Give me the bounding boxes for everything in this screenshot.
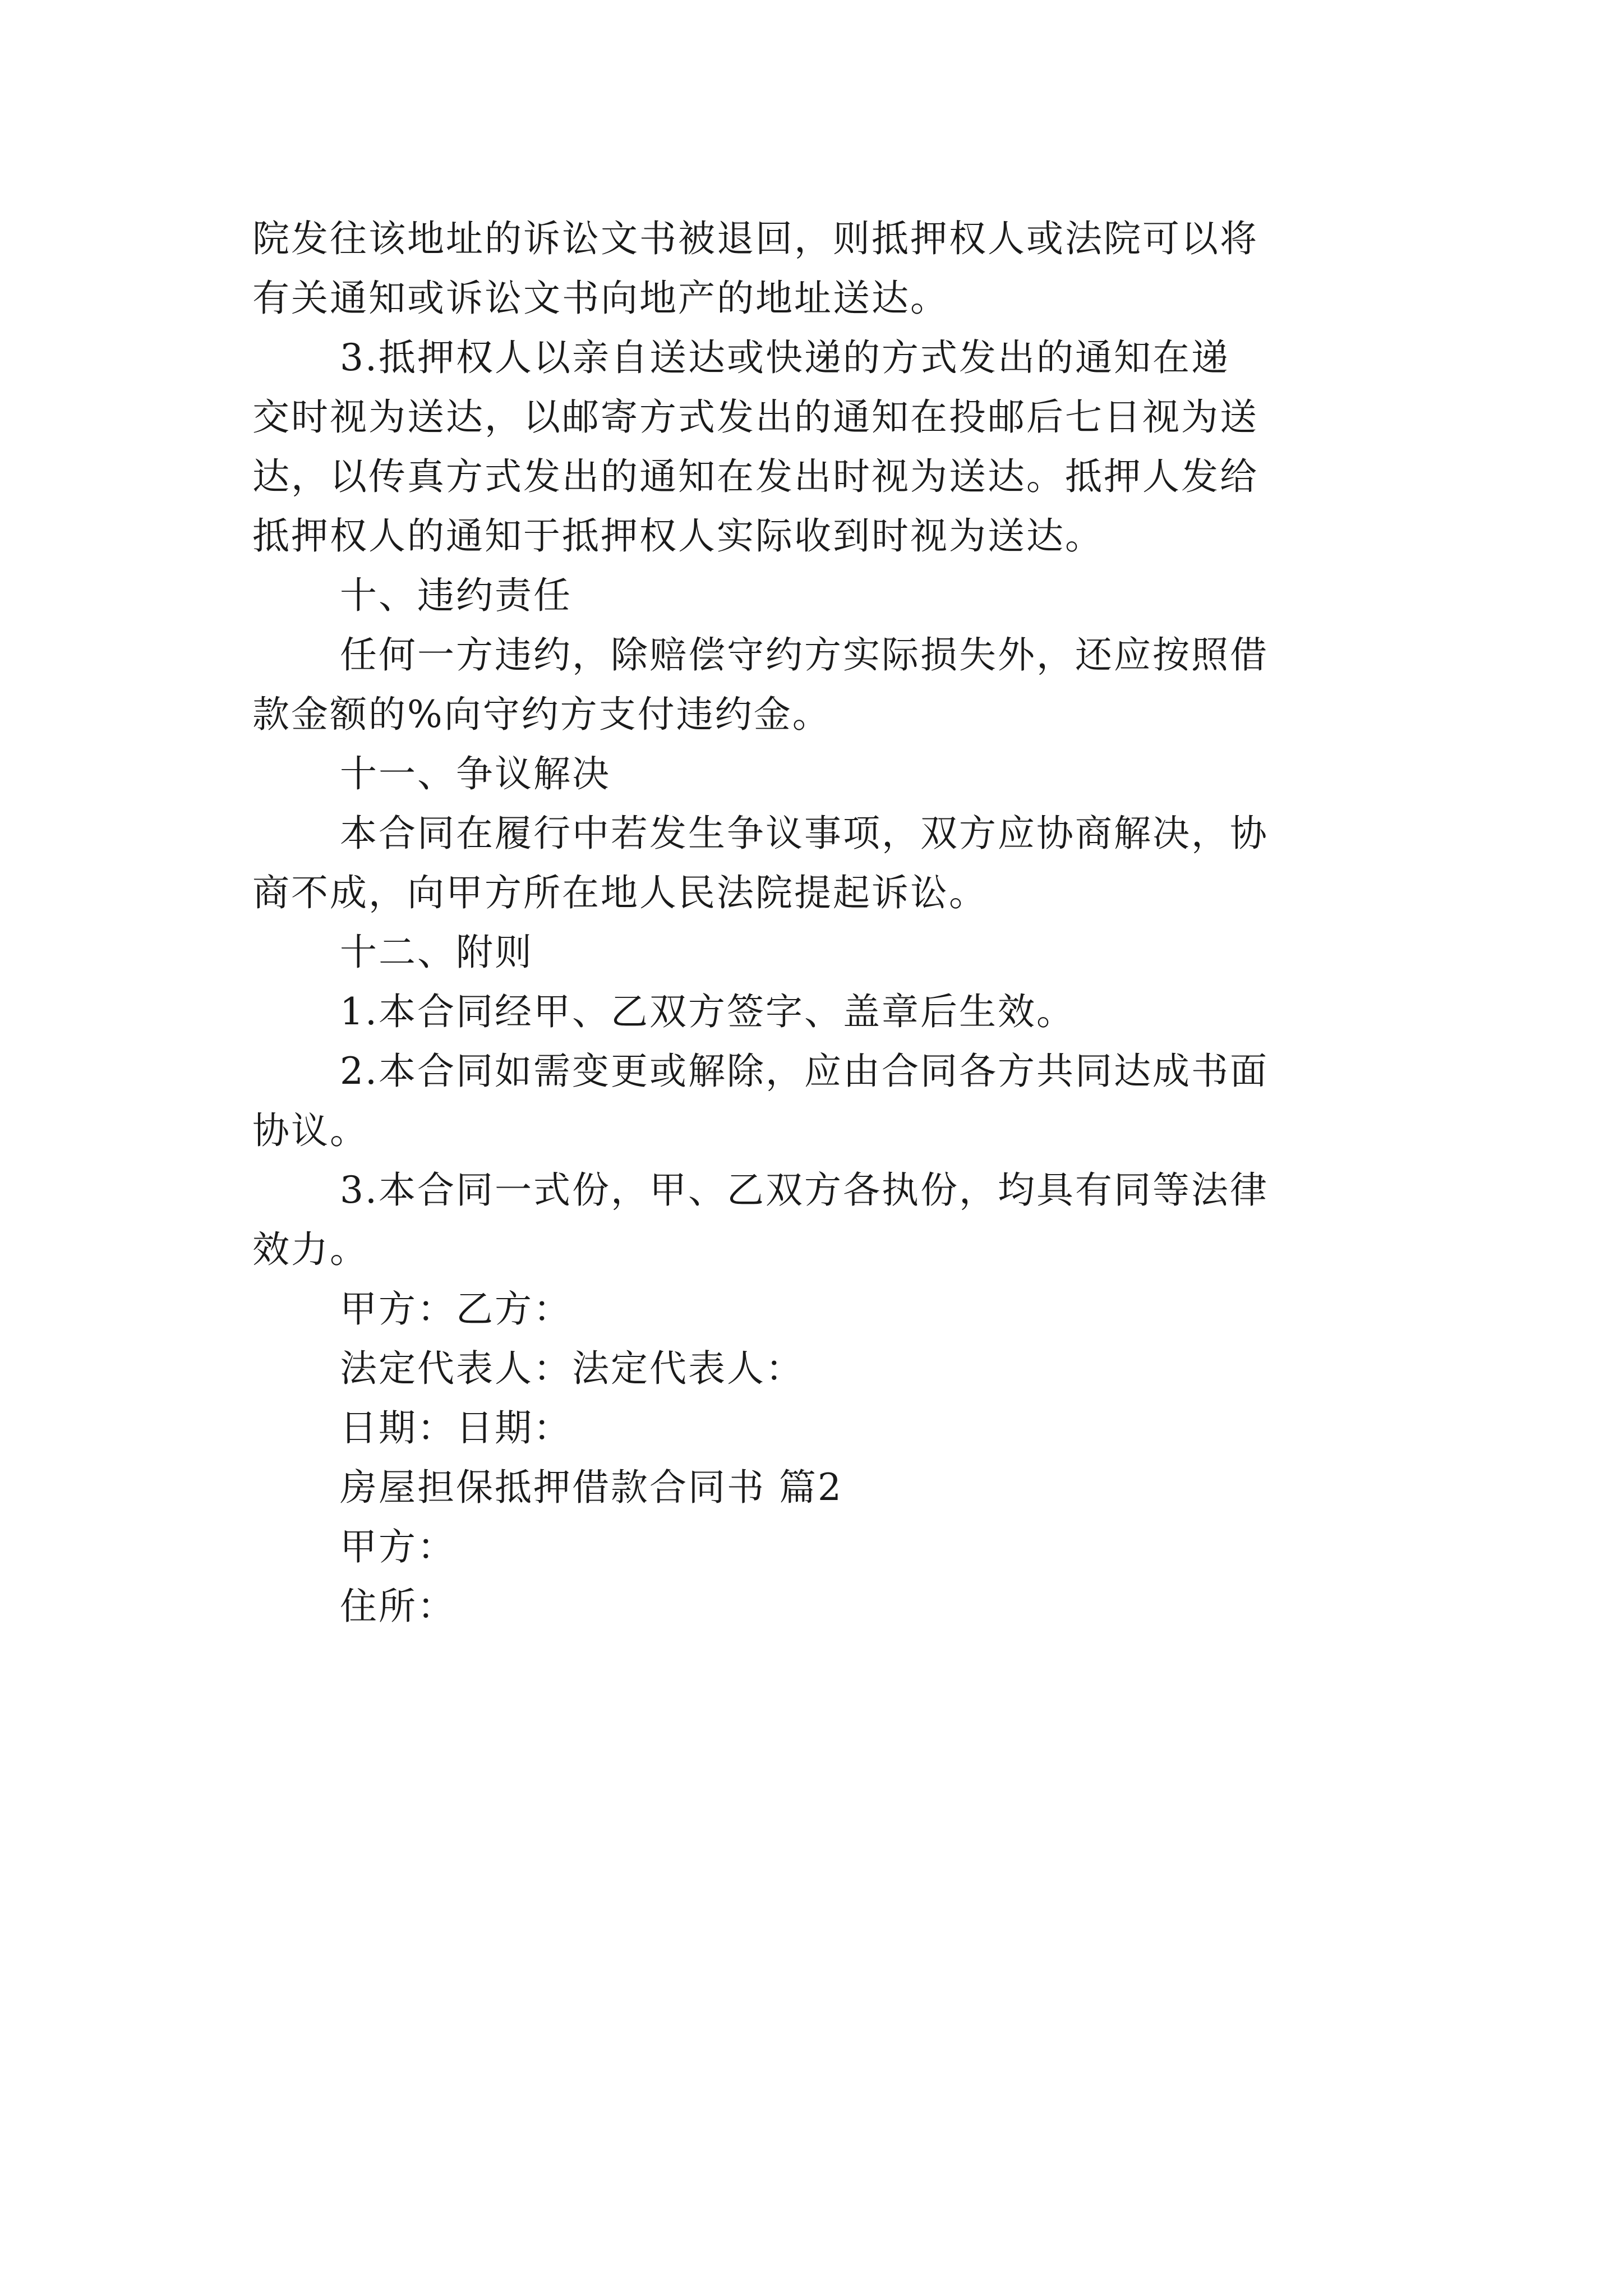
heading-text: 十、违约责任 bbox=[340, 574, 572, 617]
clause-amendment bbox=[252, 1042, 1385, 1161]
address-label bbox=[252, 1577, 1385, 1636]
signature-parties bbox=[252, 1280, 1385, 1339]
party-a-label bbox=[252, 1517, 1385, 1577]
text-line: 3.本合同一式份，甲、乙双方各执份，均具有同等法律 bbox=[340, 1168, 1269, 1212]
paragraph-breach-liability bbox=[252, 625, 1385, 744]
paragraph-notice-delivery bbox=[252, 328, 1385, 566]
text-line: 2.本合同如需变更或解除，应由合同各方共同达成书面 bbox=[340, 1050, 1269, 1093]
text-line: 协议。 bbox=[252, 1109, 368, 1152]
text-line: 款金额的%向守约方支付违约金。 bbox=[252, 693, 831, 736]
text-line: 商不成，向甲方所在地人民法院提起诉讼。 bbox=[252, 871, 988, 914]
text-line: 任何一方违约，除赔偿守约方实际损失外，还应按照借 bbox=[340, 633, 1269, 677]
text-line: 有关通知或诉讼文书向地产的地址送达。 bbox=[252, 277, 949, 320]
clause-effective bbox=[252, 982, 1385, 1042]
heading-text: 房屋担保抵押借款合同书 篇2 bbox=[340, 1466, 843, 1509]
heading-text: 十二、附则 bbox=[340, 931, 533, 974]
text-line: 效力。 bbox=[252, 1228, 368, 1271]
text-line: 抵押权人的通知于抵押权人实际收到时视为送达。 bbox=[252, 514, 1104, 558]
text-line: 法定代表人：法定代表人： bbox=[340, 1347, 804, 1390]
signature-representatives bbox=[252, 1339, 1385, 1398]
text-line: 住所： bbox=[340, 1585, 456, 1628]
heading-text: 十一、争议解决 bbox=[340, 752, 611, 795]
section-heading-dispute bbox=[252, 744, 1385, 804]
text-line: 本合同在履行中若发生争议事项，双方应协商解决，协 bbox=[340, 812, 1269, 855]
text-line: 交时视为送达，以邮寄方式发出的通知在投邮后七日视为送 bbox=[252, 395, 1258, 439]
text-line: 达，以传真方式发出的通知在发出时视为送达。抵押人发给 bbox=[252, 455, 1258, 498]
paragraph-dispute-resolution bbox=[252, 804, 1385, 923]
text-line: 甲方： bbox=[340, 1525, 456, 1568]
section-heading-supplementary bbox=[252, 923, 1385, 982]
text-line: 日期：日期： bbox=[340, 1406, 572, 1450]
text-line: 甲方：乙方： bbox=[340, 1287, 572, 1331]
paragraph-service-address bbox=[252, 209, 1385, 328]
article-title-part2 bbox=[252, 1458, 1385, 1517]
text-line: 1.本合同经甲、乙双方签字、盖章后生效。 bbox=[340, 990, 1075, 1033]
clause-copies bbox=[252, 1161, 1385, 1280]
text-line: 院发往该地址的诉讼文书被退回，则抵押权人或法院可以将 bbox=[252, 217, 1258, 260]
document-body bbox=[252, 209, 1385, 1636]
text-line: 3.抵押权人以亲自送达或快递的方式发出的通知在递 bbox=[340, 336, 1230, 379]
signature-dates bbox=[252, 1398, 1385, 1458]
section-heading-breach bbox=[252, 566, 1385, 625]
